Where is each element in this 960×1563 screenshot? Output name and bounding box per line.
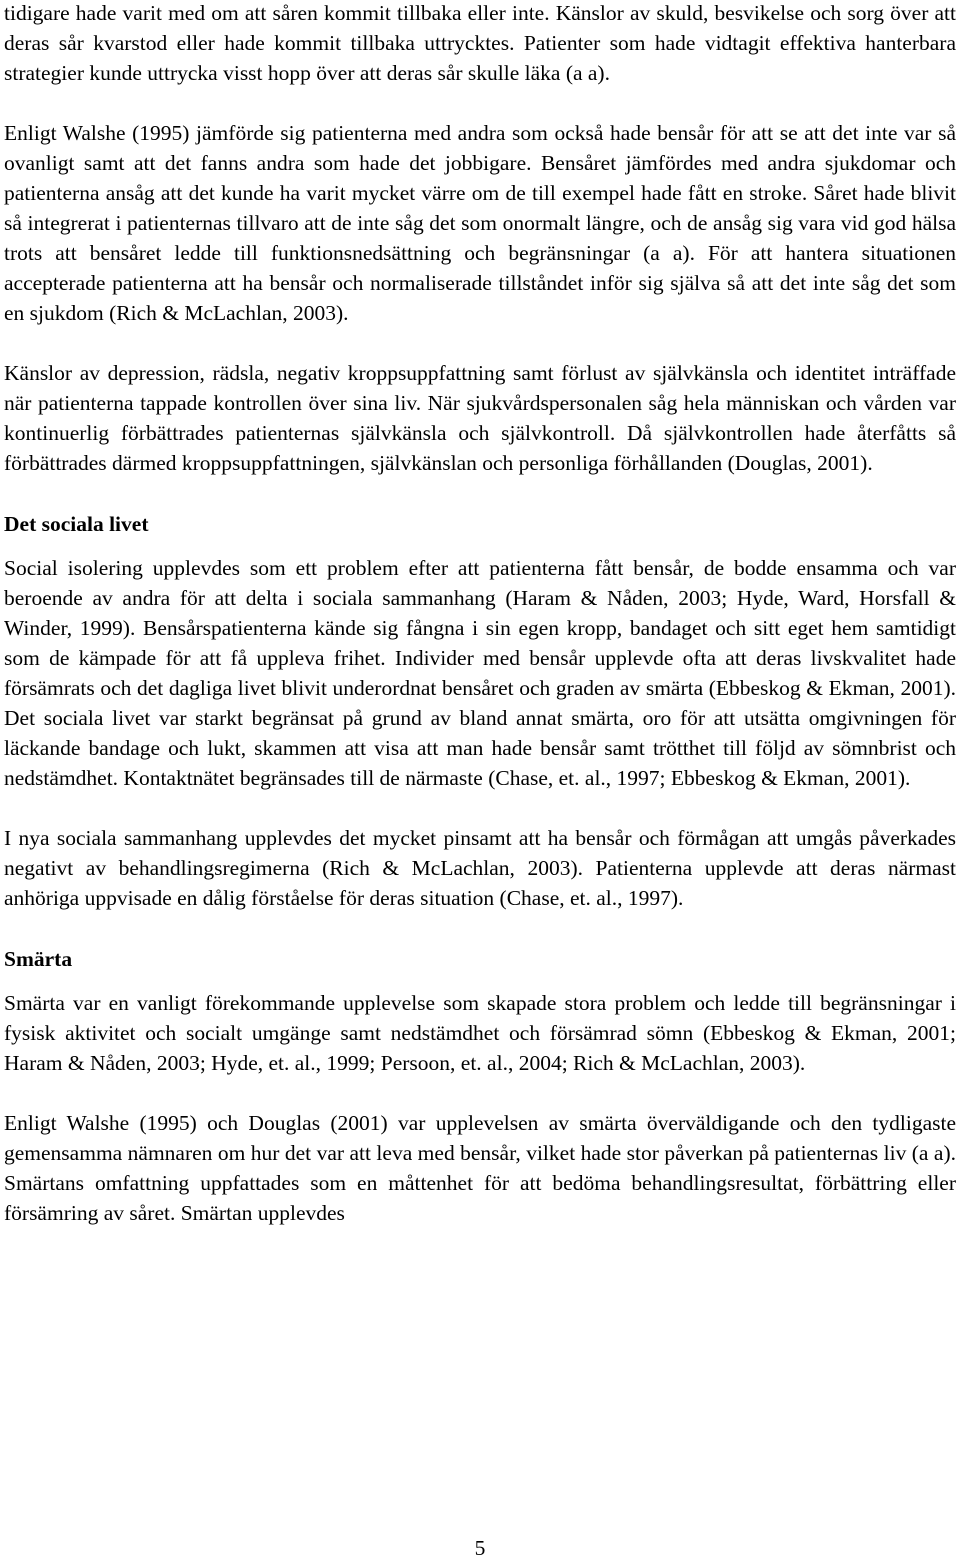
paragraph-pain-common: Smärta var en vanligt förekommande upplevelse som skapade stora problem och ledde till begränsningar i fysisk aktivitet och socialt umgänge samt nedstämdhet och försämrad sömn (Ebbeskog & Ekman, 2001; Haram & Nåden, 2003; Hyde, et. al., 1999; Persoon, et. al., 2004; Rich & McLachlan, 2003).	[4, 991, 956, 1075]
paragraph-new-social-contexts: I nya sociala sammanhang upplevdes det mycket pinsamt att ha bensår och förmågan att umgås påverkades negativt av behandlingsregimerna (Rich & McLachlan, 2003). Patienterna upplevde att deras närmast anhöriga uppvisade en dålig förståelse för deras situation (Chase, et. al., 1997).	[4, 826, 956, 910]
page-number: 5	[474, 1536, 486, 1560]
paragraph-self-esteem-control: Känslor av depression, rädsla, negativ kroppsuppfattning samt förlust av självkänsla och identitet inträffade när patienterna tappade kontrollen över sina liv. När sjukvårdspersonalen såg hela människan och vården var kontinuerlig förbättrades patienternas självkänsla och självkontroll. Då självkontrollen hade återfåtts så förbättrades därmed kroppsuppfattningen, självkänslan och personliga förhållanden (Douglas, 2001).	[4, 361, 956, 475]
paragraph-social-isolation: Social isolering upplevdes som ett problem efter att patienterna fått bensår, de bodde ensamma och var beroende av andra för att delta i sociala sammanhang (Haram & Nåden, 2003; Hyde, Ward, Horsfall & Winder, 1999). Bensårspatienterna kände sig fångna i sin egen kropp, bandaget och sitt eget hem samtidigt som de kämpade för att få uppleva frihet. Individer med bensår upplevde ofta att deras livskvalitet hade försämrats och det dagliga livet blivit underordnat bensåret och graden av smärta (Ebbeskog & Ekman, 2001). Det sociala livet var starkt begränsat på grund av bland annat smärta, oro för att utsätta omgivningen för läckande bandage och lukt, skammen att visa att man hade bensår samt trötthet till följd av sömnbrist och nedstämdhet. Kontaktnätet begränsades till de närmaste (Chase, et. al., 1997; Ebbeskog & Ekman, 2001).	[4, 556, 956, 790]
document-page	[4, 0, 956, 1228]
section-heading-social-life: Det sociala livet	[4, 512, 149, 536]
section-heading-pain: Smärta	[4, 947, 73, 971]
paragraph-pain-overwhelming: Enligt Walshe (1995) och Douglas (2001) var upplevelsen av smärta överväldigande och den tydligaste gemensamma nämnaren om hur det var att leva med bensår, vilket hade stor påverkan på patienternas liv (a a). Smärtans omfattning uppfattades som en måttenhet för att bedöma behandlingsresultat, förbättring eller försämring av såret. Smärtan upplevdes	[4, 1111, 956, 1225]
paragraph-comparison-normalization: Enligt Walshe (1995) jämförde sig patienterna med andra som också hade bensår för att se att det inte var så ovanligt samt att det fanns andra som hade det jobbigare. Bensåret jämfördes med andra sjukdomar och patienterna ansåg att det kunde ha varit mycket värre om de till exempel hade fått en stroke. Såret hade blivit så integrerat i patienternas tillvaro att de inte såg det som onormalt längre, och de ansåg sig vara vid god hälsa trots att bensåret ledde till funktionsnedsättning och begränsningar (a a). För att hantera situationen accepterade patienterna att ha bensår och normaliserade tillståndet inför sig själva så att det inte såg det som en sjukdom (Rich & McLachlan, 2003).	[4, 121, 956, 325]
paragraph-coping-hope: tidigare hade varit med om att såren kommit tillbaka eller inte. Känslor av skuld, besvikelse och sorg över att deras sår kvarstod eller hade kommit tillbaka uttrycktes. Patienter som hade vidtagit effektiva hanterbara strategier kunde uttrycka visst hopp över att deras sår skulle läka (a a).	[4, 1, 956, 85]
